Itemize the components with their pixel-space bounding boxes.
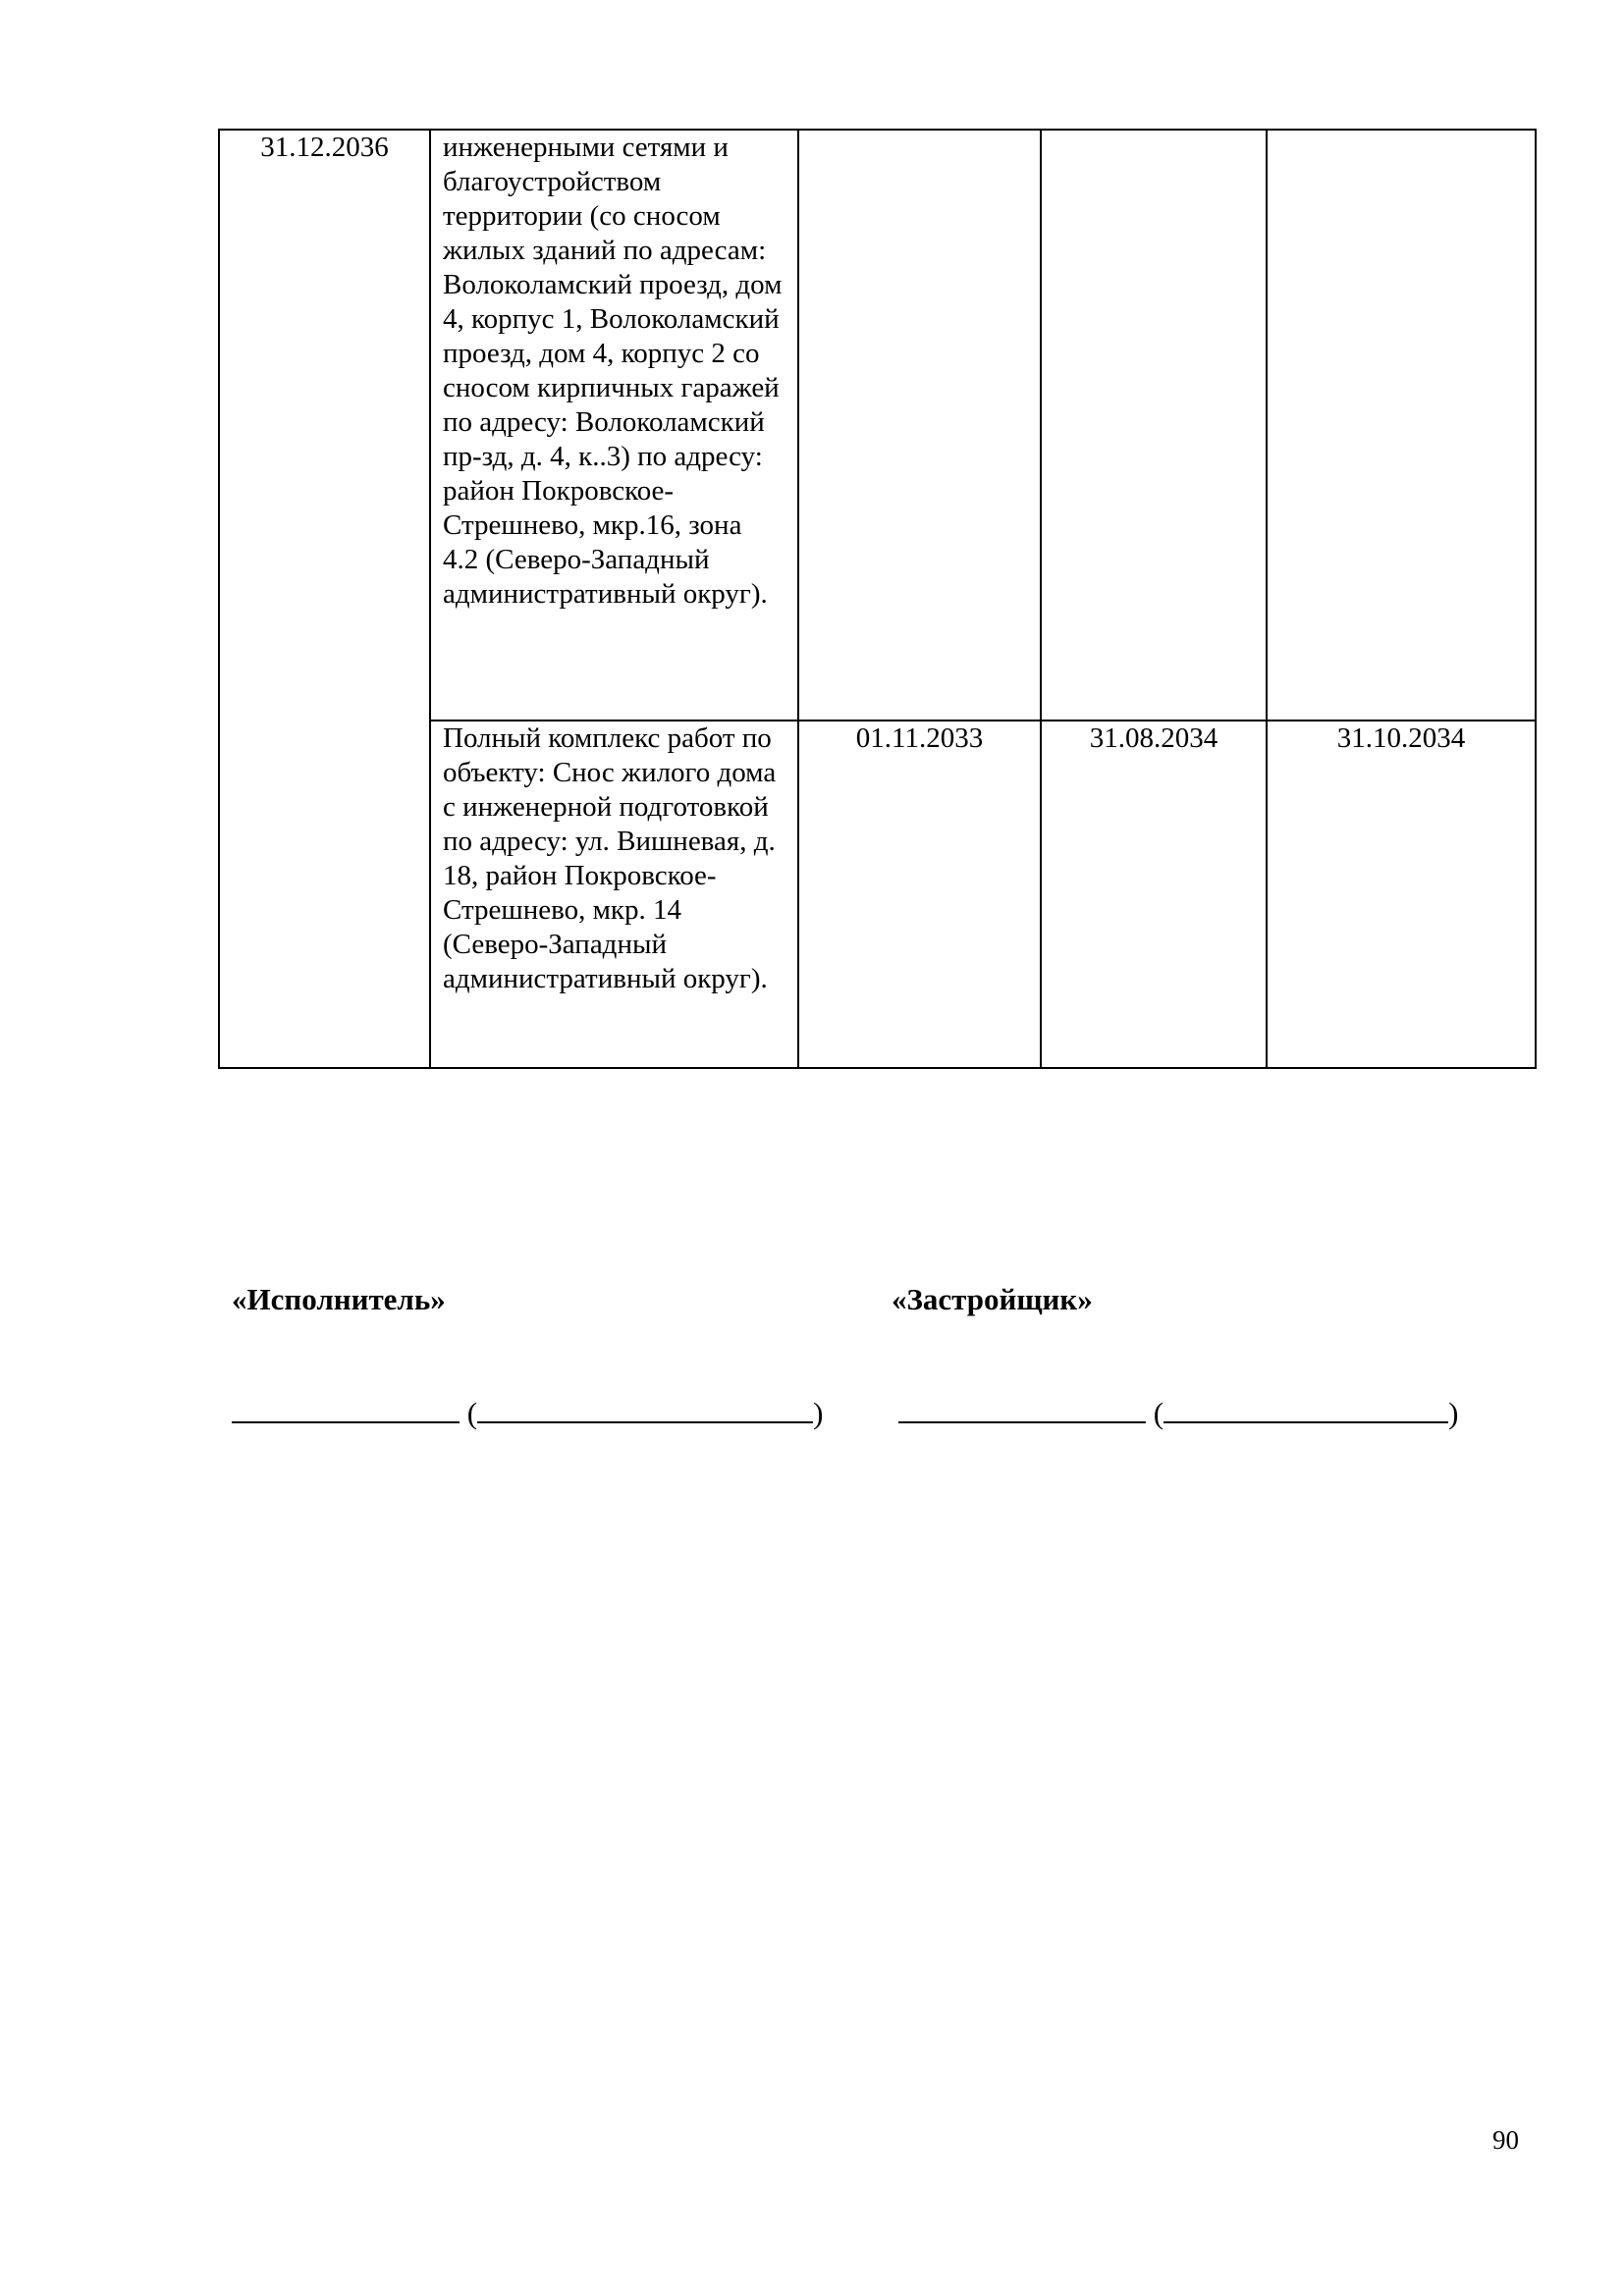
date-cell: 31.12.2036 (219, 130, 430, 1068)
executor-close-paren: ) (813, 1396, 824, 1430)
executor-signature-blank (232, 1398, 460, 1423)
start-date-cell: 01.11.2033 (798, 721, 1041, 1068)
executor-open-paren: ( (466, 1396, 478, 1430)
final-date-cell: 31.10.2034 (1267, 721, 1536, 1068)
developer-label: «Застройщик» (892, 1282, 1093, 1316)
executor-signature-line (232, 1396, 823, 1431)
developer-close-paren: ) (1448, 1396, 1459, 1430)
work-description: Полный комплекс работ по объекту: Снос жилого дома с инженерной подготовкой по адресу: ул. Вишневая, д. 18, район Покровское-Стрешнево, мкр. 14 (Северо-Западный административный округ). (430, 721, 798, 1068)
developer-name-blank (1164, 1398, 1448, 1423)
end-date-cell (1041, 130, 1267, 721)
final-date-cell (1267, 130, 1536, 721)
page-number: 90 (1492, 2125, 1519, 2155)
executor-name-blank (477, 1398, 813, 1423)
end-date-cell: 31.08.2034 (1041, 721, 1267, 1068)
executor-label: «Исполнитель» (232, 1282, 446, 1316)
developer-signature-blank (898, 1398, 1146, 1423)
developer-open-paren: ( (1153, 1396, 1164, 1430)
start-date-cell (798, 130, 1041, 721)
schedule-table (218, 129, 1537, 1069)
table-row (219, 130, 1536, 721)
work-description: инженерными сетями и благоустройством территории (со сносом жилых зданий по адресам: Волоколамский проезд, дом 4, корпус 1, Волоколамский проезд, дом 4, корпус 2 со сносом кирпичных гаражей по адресу: Волоколамский пр-зд, д. 4, к..3) по адресу: район Покровское-Стрешнево, мкр.16, зона 4.2 (Северо-Западный административный округ). (430, 130, 798, 721)
developer-signature-line (898, 1396, 1458, 1431)
